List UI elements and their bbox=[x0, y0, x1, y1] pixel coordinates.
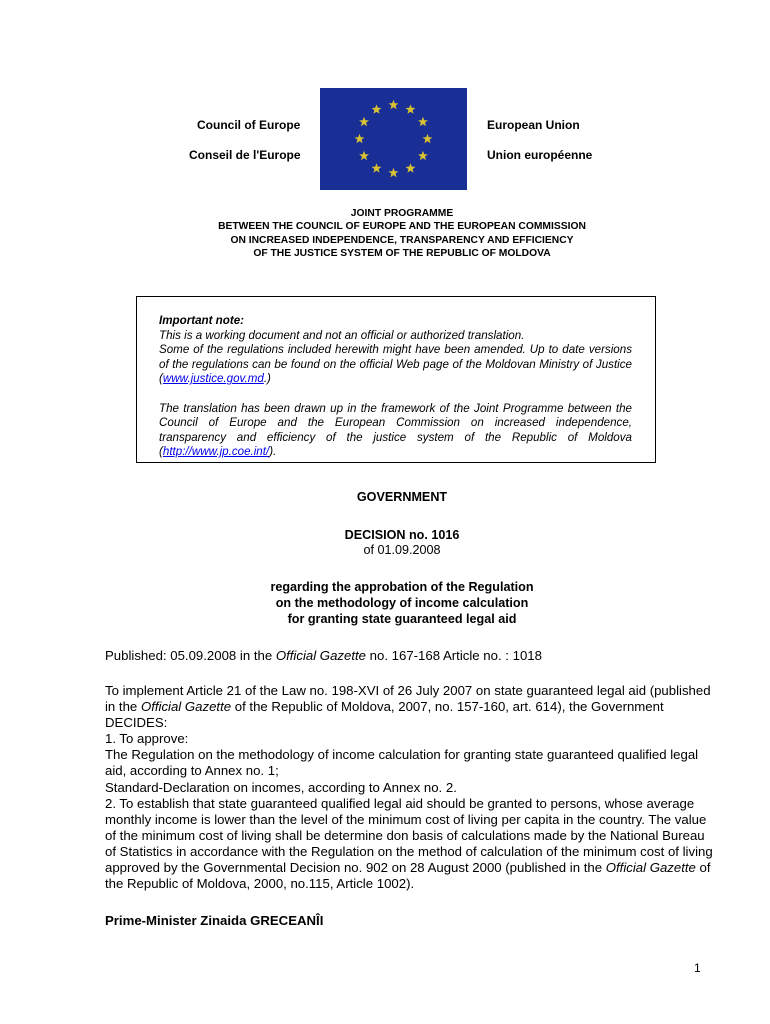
flag-star-icon bbox=[418, 117, 428, 126]
body-paragraph-4: Standard-Declaration on incomes, according to Annex no. 2. bbox=[105, 779, 457, 795]
note-line-1: This is a working document and not an official or authorized translation. bbox=[159, 328, 525, 342]
decision-title-line-1: regarding the approbation of the Regulation bbox=[270, 580, 534, 594]
council-of-europe-label: Council of Europe bbox=[197, 118, 301, 132]
flag-star-icon bbox=[406, 163, 416, 172]
body-p5-gazette: Official Gazette bbox=[605, 860, 696, 876]
body-paragraph-3: The Regulation on the methodology of income calculation for granting state guaranteed qualified legal aid, according to Annex no. 1; bbox=[105, 747, 699, 779]
note-paragraph-1-text: Some of the regulations included herewith might have been amended. Up to date versions of the regulations can be found on the official Web page of the Moldovan Ministry of Justice ( bbox=[159, 343, 632, 386]
government-heading: GOVERNMENT bbox=[356, 490, 448, 504]
union-europeenne-label: Union européenne bbox=[487, 148, 593, 162]
flag-star-icon bbox=[389, 168, 399, 177]
note-paragraph-2 bbox=[159, 402, 632, 460]
flag-star-icon bbox=[372, 104, 382, 113]
programme-line-1: JOINT PROGRAMME bbox=[350, 208, 454, 219]
note-paragraph-1-end: .) bbox=[263, 372, 271, 386]
body-paragraph-2: 1. To approve: bbox=[105, 731, 189, 747]
body-p5-text: 2. To establish that state guaranteed qualified legal aid should be granted to persons, whose average monthly income is lower than the level of the minimum cost of living per capita in the country. The value of the minimum cost of living shall be determine don basis of calculations made by the National Bureau of Statistics in accordance with the Regulation on the method of calculation of the minimum cost of living approved by the Governmental Decision no. 902 on 28 August 2000 (published in the bbox=[105, 795, 713, 876]
programme-line-4: OF THE JUSTICE SYSTEM OF THE REPUBLIC OF MOLDOVA bbox=[253, 248, 551, 260]
justice-gov-link[interactable]: www.justice.gov.md bbox=[162, 372, 264, 386]
decision-body bbox=[105, 683, 715, 892]
programme-line-3: ON INCREASED INDEPENDENCE, TRANSPARENCY AND EFFICIENCY bbox=[230, 234, 574, 246]
published-gazette: Official Gazette bbox=[275, 648, 366, 663]
prime-minister-signature: Prime-Minister Zinaida GRECEANÎI bbox=[105, 913, 324, 928]
decision-title bbox=[150, 579, 654, 627]
body-p5-end: of the Republic of Moldova, 2000, no.115, Article 1002). bbox=[105, 860, 711, 892]
important-note-text bbox=[159, 314, 632, 460]
flag-star-icon bbox=[418, 151, 428, 160]
european-union-label: European Union bbox=[487, 118, 580, 132]
published-line bbox=[105, 648, 715, 664]
flag-star-icon bbox=[359, 151, 369, 160]
body-paragraph-5 bbox=[105, 796, 715, 893]
published-suffix: no. 167-168 Article no. : 1018 bbox=[366, 648, 542, 663]
flag-star-icon bbox=[355, 134, 365, 143]
body-paragraph-1 bbox=[105, 683, 715, 731]
decision-number: DECISION no. 1016 bbox=[344, 528, 460, 542]
body-p1-text: To implement Article 21 of the Law no. 198-XVI of 26 July 2007 on state guaranteed legal aid (published in the bbox=[105, 683, 711, 715]
body-p1-gazette: Official Gazette bbox=[140, 699, 232, 715]
flag-stars-svg bbox=[320, 88, 467, 190]
note-paragraph-1 bbox=[159, 343, 632, 387]
decision-date: of 01.09.2008 bbox=[363, 543, 441, 557]
joint-programme-heading bbox=[150, 207, 654, 261]
decision-title-line-2: on the methodology of income calculation bbox=[275, 596, 529, 610]
body-p1-end: of the Republic of Moldova, 2007, no. 157-160, art. 614), the Government DECIDES: bbox=[105, 699, 664, 731]
jp-coe-link[interactable]: http://www.jp.coe.int/ bbox=[162, 445, 270, 459]
european-flag-logo bbox=[320, 88, 467, 190]
programme-line-2: BETWEEN THE COUNCIL OF EUROPE AND THE EUROPEAN COMMISSION bbox=[218, 221, 586, 233]
decision-title-line-3: for granting state guaranteed legal aid bbox=[287, 612, 517, 626]
flag-star-icon bbox=[423, 134, 433, 143]
flag-star-icon bbox=[372, 163, 382, 172]
flag-star-icon bbox=[359, 117, 369, 126]
published-prefix: Published: 05.09.2008 in the bbox=[105, 648, 276, 663]
page-number: 1 bbox=[694, 961, 701, 975]
flag-star-icon bbox=[389, 100, 399, 109]
note-title: Important note: bbox=[159, 314, 245, 327]
flag-star-icon bbox=[406, 104, 416, 113]
note-paragraph-2-text: The translation has been drawn up in the framework of the Joint Programme between the Council of Europe and the European Commission on increased independence, transparency and efficiency of the justice system of the Republic of Moldova ( bbox=[159, 401, 632, 459]
conseil-de-l-europe-label: Conseil de l'Europe bbox=[189, 148, 301, 162]
note-paragraph-2-end: ). bbox=[269, 445, 277, 459]
